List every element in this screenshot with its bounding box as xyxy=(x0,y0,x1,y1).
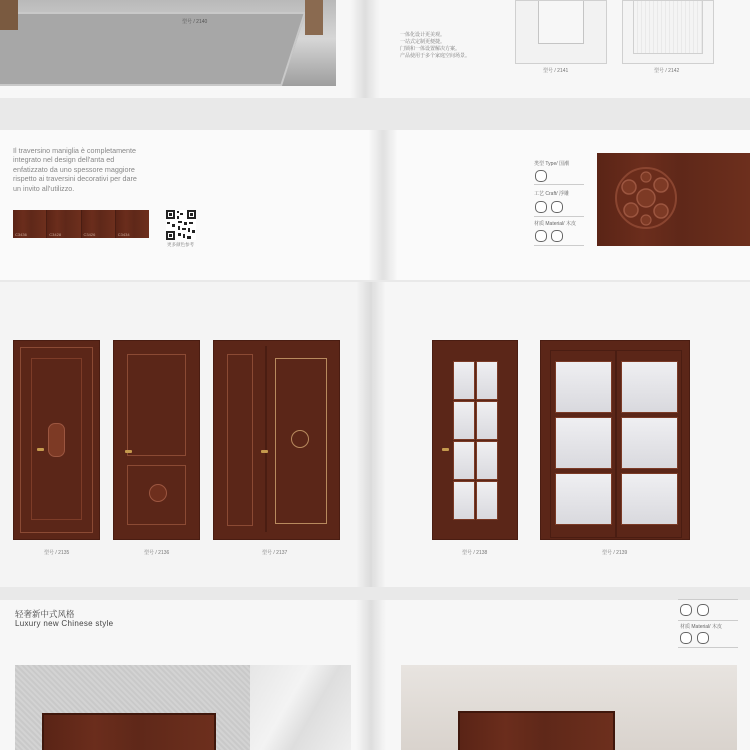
spread4-gutter xyxy=(356,600,386,750)
divider xyxy=(678,620,738,621)
marble-wall xyxy=(250,665,351,750)
white-door-2142 xyxy=(622,0,714,64)
description-line: 一体化设计更美观。 xyxy=(400,32,446,38)
door-side-panel xyxy=(227,354,253,526)
swatch xyxy=(47,210,81,238)
model-caption: 型号 / 2142 xyxy=(654,68,680,74)
interior-photo-right xyxy=(401,665,737,750)
door-handle xyxy=(261,450,268,453)
glass-pane xyxy=(555,417,612,469)
description-line: 一站式定制更便捷。 xyxy=(400,39,446,45)
swatch-code: C3426 xyxy=(83,232,96,237)
swatch-code: C3434 xyxy=(117,232,130,237)
door-upper-panel xyxy=(127,354,186,456)
material-label: 材质 Material/ 木皮 xyxy=(680,624,722,630)
relief-icon xyxy=(535,201,547,213)
text-line: enfatizzato da uno spessore maggiore xyxy=(13,164,135,174)
text-line: Il traversino maniglia è completamente xyxy=(13,146,137,155)
qr-code[interactable] xyxy=(166,210,196,240)
carved-panel-closeup xyxy=(597,153,750,246)
divider xyxy=(534,245,584,246)
wood-icon xyxy=(551,230,563,242)
glass-pane xyxy=(476,401,498,440)
type-label: 类型 Type/ 国潮 xyxy=(534,161,570,167)
veneer-icon xyxy=(680,632,692,644)
model-caption: 型号 / 2136 xyxy=(144,550,170,556)
wood-icon xyxy=(697,632,709,644)
swatch xyxy=(82,210,116,238)
national-trend-icon xyxy=(535,170,547,182)
section-title-cn: 轻奢新中式风格 xyxy=(15,609,75,619)
furniture-leg xyxy=(305,0,323,35)
glass-pane xyxy=(453,481,475,520)
text-line: integrato nel design dell'anta ed xyxy=(13,155,115,165)
divider xyxy=(678,599,738,600)
veneer-icon xyxy=(535,230,547,242)
sliding-panel-right xyxy=(616,350,682,538)
carving-icon xyxy=(551,201,563,213)
door-2135 xyxy=(13,340,100,540)
divider xyxy=(534,184,584,185)
door-2139 xyxy=(540,340,690,540)
door-panel xyxy=(633,1,703,54)
carved-rosette xyxy=(291,430,309,448)
model-caption: 型号 / 2139 xyxy=(602,550,628,556)
divider xyxy=(678,647,738,648)
description-block xyxy=(400,32,510,60)
glass-pane xyxy=(621,473,678,525)
interior-photo-left xyxy=(15,665,351,750)
glass-pane xyxy=(476,441,498,480)
model-caption: 型号 / 2135 xyxy=(44,550,70,556)
spread2-gutter xyxy=(368,130,398,280)
furniture-leg xyxy=(0,0,18,30)
model-caption: 型号 / 2141 xyxy=(543,68,569,74)
door-top-frame xyxy=(42,713,216,750)
model-caption: 型号 / 2140 xyxy=(182,19,208,25)
swatch xyxy=(116,210,149,238)
rug xyxy=(0,12,306,86)
model-caption: 型号 / 2137 xyxy=(262,550,288,556)
carved-rosette xyxy=(149,484,167,502)
qr-caption: 更多颜色参考 xyxy=(167,242,194,247)
swatch-code: C3428 xyxy=(49,232,62,237)
glass-pane xyxy=(453,441,475,480)
model-caption: 型号 / 2138 xyxy=(462,550,488,556)
glass-pane xyxy=(621,361,678,413)
door-handle xyxy=(442,448,449,451)
swatch xyxy=(13,210,47,238)
glass-grid xyxy=(452,360,498,520)
glass-pane xyxy=(453,401,475,440)
description-line: 产品使用于多个家庭空间场景。 xyxy=(400,53,471,59)
spread1-gutter xyxy=(350,0,380,98)
glass-pane xyxy=(555,473,612,525)
glass-pane xyxy=(621,417,678,469)
door-handle xyxy=(37,448,44,451)
door-type-icon xyxy=(680,604,692,616)
glass-pane xyxy=(555,361,612,413)
section-title-en: Luxury new Chinese style xyxy=(15,619,114,628)
text-line: un invito all'utilizzo. xyxy=(13,183,75,193)
divider xyxy=(534,216,584,217)
carved-ornament xyxy=(48,423,65,457)
white-door-2141 xyxy=(515,0,607,64)
glass-pane xyxy=(476,481,498,520)
door-2138 xyxy=(432,340,518,540)
door-top-frame xyxy=(458,711,615,750)
text-line: rispetto ai traversini decorativi per dare xyxy=(13,174,137,184)
spread3-gutter xyxy=(356,282,386,587)
door-2136 xyxy=(113,340,200,540)
italian-text xyxy=(13,146,183,193)
door-handle xyxy=(125,450,132,453)
door-2137 xyxy=(213,340,340,540)
craft-label: 工艺 Craft/ 浮雕 xyxy=(534,191,570,197)
door-panel xyxy=(538,1,584,44)
material-label: 材质 Material/ 木皮 xyxy=(534,221,576,227)
glass-pane xyxy=(476,361,498,400)
color-swatch-strip xyxy=(13,210,149,238)
door-divider xyxy=(265,346,267,532)
room-photo xyxy=(0,0,336,86)
description-line: 门锁和一体设置解决方案。 xyxy=(400,46,461,52)
sliding-panel-left xyxy=(550,350,616,538)
handle-icon xyxy=(697,604,709,616)
glass-pane xyxy=(453,361,475,400)
carved-medallion-icon xyxy=(611,165,681,231)
swatch-code: C3436 xyxy=(15,232,27,237)
